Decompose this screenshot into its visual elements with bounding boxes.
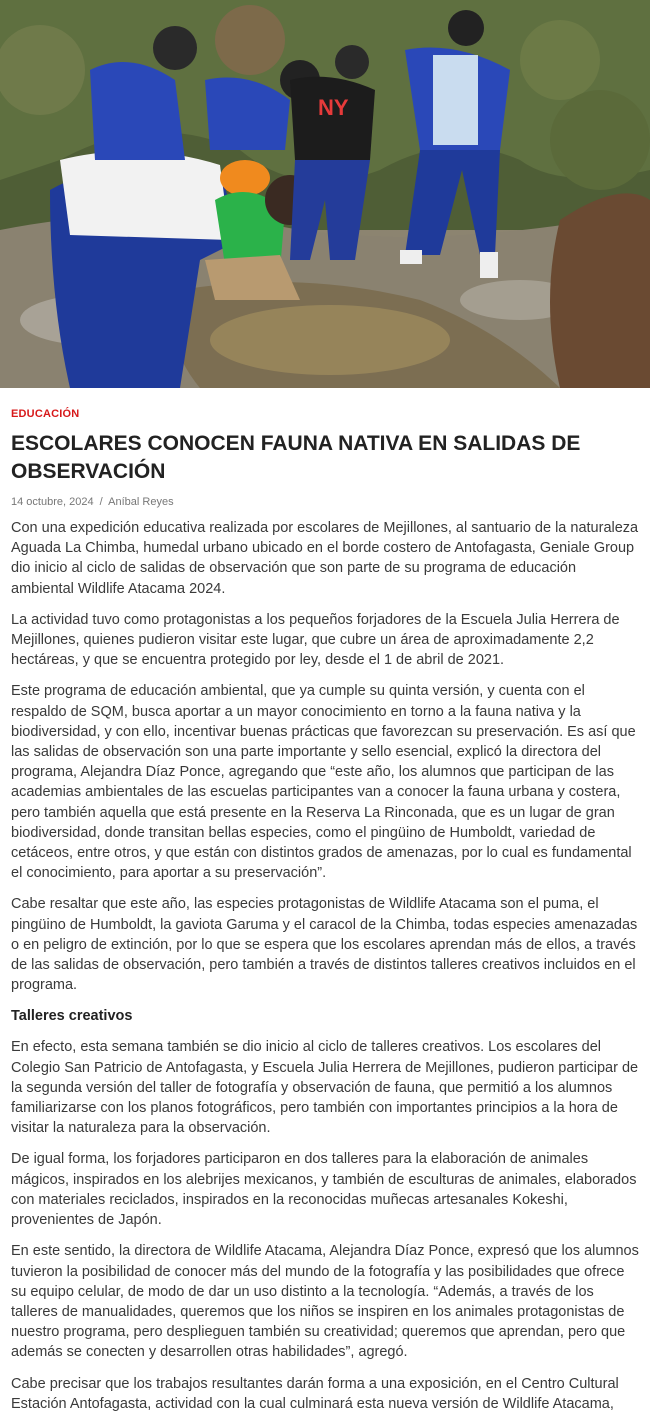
paragraph: La actividad tuvo como protagonistas a los pequeños forjadores de la Escuela Julia Herrera de Mejillones, quienes pudieron visitar este lugar, que cubre un área de aproximadamente 2,2 hectáreas, y que se encuentra protegido por ley, desde el 1 de abril de 2021. <box>11 611 620 669</box>
author-link[interactable]: Aníbal Reyes <box>108 496 174 508</box>
students-stream-photo-illustration <box>0 0 650 388</box>
paragraph: De igual forma, los forjadores participaron en dos talleres para la elaboración de animales mágicos, inspirados en los alebrijes mexicanos, y también de esculturas de animales, elaborados con materiales reciclados, inspirados en la reconocidas muñecas artesanales Kokeshi, provenientes de Japón. <box>11 1151 637 1229</box>
hero-photo <box>0 0 650 388</box>
category-link[interactable]: EDUCACIÓN <box>11 408 80 420</box>
paragraph: Cabe precisar que los trabajos resultantes darán forma a una exposición, en el Centro Cultural Estación Antofagasta, actividad con la cual culminará esta nueva versión de Wildlife Atacama, <box>11 1375 619 1412</box>
paragraph: En efecto, esta semana también se dio inicio al ciclo de talleres creativos. Los escolares del Colegio San Patricio de Antofagasta, y Escuela Julia Herrera de Mejillones, pudieron participar de la segunda versión del taller de fotografía y observación de fauna, que permitió a los alumnos familiarizarse con los planos fotográficos, pero también con importantes principios a la hora de visitar la naturaleza para la observación. <box>11 1039 639 1137</box>
article <box>0 388 650 1414</box>
article-body <box>11 518 639 1414</box>
section-subheading: Talleres creativos <box>11 1008 133 1025</box>
article-meta <box>11 496 639 508</box>
paragraph: Este programa de educación ambiental, que ya cumple su quinta versión, y cuenta con el respaldo de SQM, busca aportar a un mayor conocimiento en torno a la fauna nativa y la biodiversidad, y con ello, incentivar buenas prácticas que favorezcan su preservación. Es así que las salidas de observación son una parte importante y sello esencial, explicó la directora del programa, Alejandra Díaz Ponce, agregando que “este año, los alumnos que participan de las academias ambientales de las escuelas participantes van a conocer la fauna urbana y costera, pero también aquella que está presente en la Reserva La Rinconada, que es un lugar de gran biodiversidad, donde transitan bellas especies, como el pingüino de Humboldt, variedad de cetáceos, entre otros, y que están con distintos grados de amenazas, por lo cual es fundamental el conocimiento, para aportar a su preservación”. <box>11 683 636 882</box>
article-title: ESCOLARES CONOCEN FAUNA NATIVA EN SALIDAS DE OBSERVACIÓN <box>11 432 581 483</box>
meta-separator: / <box>99 496 103 508</box>
paragraph: Cabe resaltar que este año, las especies protagonistas de Wildlife Atacama son el puma, el pingüino de Humboldt, la gaviota Garuma y el caracol de la Chimba, todas especies amenazadas o en peligro de extinción, por lo que se espera que los escolares aprendan más de ellos, a través de las salidas de observación, pero también a través de distintos talleres creativos incluidos en el programa. <box>11 896 638 994</box>
publish-date: 14 octubre, 2024 <box>11 496 94 508</box>
svg-text:NY: NY <box>318 95 349 120</box>
paragraph: Con una expedición educativa realizada por escolares de Mejillones, al santuario de la naturaleza Aguada La Chimba, humedal urbano ubicado en el borde costero de Antofagasta, Geniale Group dio inicio al ciclo de salidas de observación que son parte de su programa de educación ambiental Wildlife Atacama 2024. <box>11 520 639 597</box>
paragraph: En este sentido, la directora de Wildlife Atacama, Alejandra Díaz Ponce, expresó que los alumnos tuvieron la posibilidad de conocer más del mundo de la fotografía y las posibilidades que ofrece su equipo celular, de modo de dar un uso distinto a la tecnología. “Además, a través de los talleres de manualidades, queremos que los niños se inspiren en los animales protagonistas de nuestro programa, pero desplieguen también su creatividad; queremos que aprendan, pero que además se conecten y desarrollen otras habilidades”, agregó. <box>11 1243 639 1361</box>
